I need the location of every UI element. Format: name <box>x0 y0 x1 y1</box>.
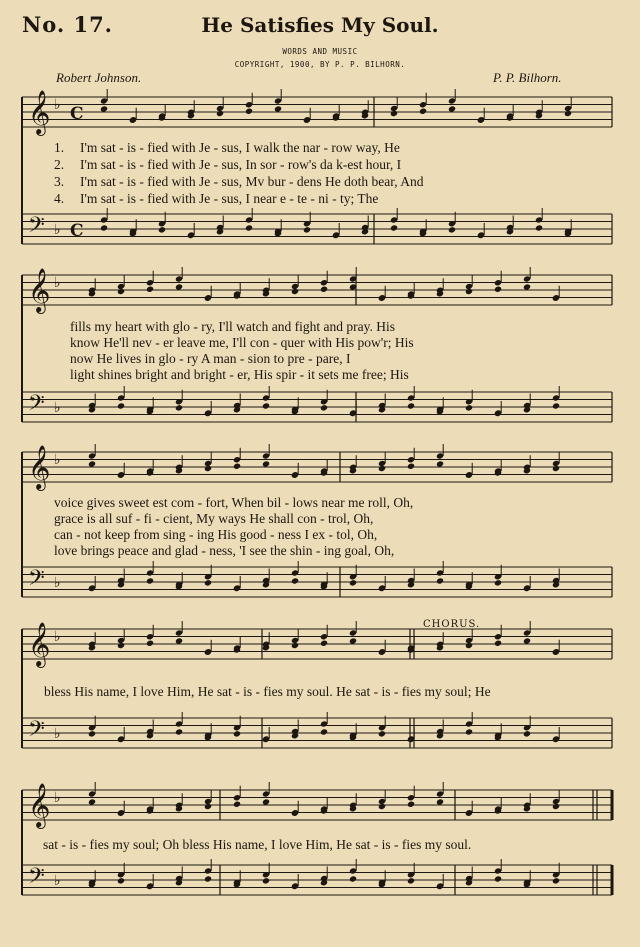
lyric-line: now He lives in glo - ry A man - sion to pre - pare, I <box>70 351 351 366</box>
lyrics-system-5 <box>0 836 640 870</box>
time-signature: C <box>70 104 84 124</box>
note-head <box>552 877 560 884</box>
lyric-line: bless His name, I love Him, He sat - is - fies my soul. He sat - is - fies my soul; He <box>44 684 491 699</box>
note-head <box>349 875 357 882</box>
note-head <box>204 465 212 472</box>
note-head <box>378 730 386 737</box>
note-head <box>494 579 502 586</box>
note-head <box>378 803 386 810</box>
key-flat: ♭ <box>54 452 61 468</box>
lyric-line: I'm sat - is - fied with Je - sus, In sor - row's da k-est hour, I <box>80 157 402 172</box>
note-head <box>175 404 183 411</box>
lyric-line: know He'll nev - er leave me, I'll con - quer with His pow'r; His <box>70 335 414 350</box>
key-flat: ♭ <box>54 873 61 889</box>
verse-number: 1. <box>54 140 65 155</box>
note-head <box>494 640 502 647</box>
note-head <box>407 877 415 884</box>
note-head <box>233 730 241 737</box>
lyric-line: love brings peace and glad - ness, 'I see the shin - ing goal, Oh, <box>54 543 395 558</box>
hymn-title: He Satisfies My Soul. <box>201 13 439 37</box>
note-head <box>146 640 154 647</box>
time-signature: C <box>70 221 84 241</box>
note-head <box>465 728 473 735</box>
note-head <box>233 801 241 808</box>
note-head <box>204 875 212 882</box>
note-head <box>320 640 328 647</box>
note-head <box>523 730 531 737</box>
note-head <box>175 728 183 735</box>
bass-clef: 𝄢 <box>28 566 45 596</box>
lyric-line: fills my heart with glo - ry, I'll watch and fight and pray. His <box>70 319 395 334</box>
bass-clef: 𝄢 <box>28 717 45 747</box>
note-head <box>465 404 473 411</box>
treble-clef: 𝄞 <box>28 90 51 134</box>
chorus-label: CHORUS. <box>423 619 481 630</box>
note-head <box>204 803 212 810</box>
credit-words-music: WORDS AND MUSIC <box>282 47 358 56</box>
note-head <box>564 110 572 117</box>
credit-copyright: COPYRIGHT, 1900, BY P. P. BILHORN. <box>234 60 406 69</box>
note-head <box>465 642 473 649</box>
note-head <box>262 877 270 884</box>
verse-number: 2. <box>54 157 65 172</box>
note-head <box>204 579 212 586</box>
key-flat: ♭ <box>54 790 61 806</box>
note-head <box>552 465 560 472</box>
note-head <box>407 402 415 409</box>
lyric-line: I'm sat - is - fied with Je - sus, I walk the nar - row way, He <box>80 140 400 155</box>
lyrics-system-3 <box>0 494 640 579</box>
note-head <box>233 463 241 470</box>
note-head <box>378 465 386 472</box>
note-head <box>390 110 398 117</box>
note-head <box>117 642 125 649</box>
note-head <box>552 402 560 409</box>
lyrics-system-4 <box>0 683 640 717</box>
note-head <box>88 730 96 737</box>
note-head <box>552 803 560 810</box>
lyrics-system-2 <box>0 318 640 403</box>
bass-clef: 𝄢 <box>28 213 45 243</box>
note-head <box>407 801 415 808</box>
note-head <box>262 402 270 409</box>
lyric-line: can - not keep from sing - ing His good - ness I ex - tol, Oh, <box>54 527 378 542</box>
key-flat: ♭ <box>54 629 61 645</box>
note-head <box>245 108 253 115</box>
note-head <box>419 108 427 115</box>
key-flat: ♭ <box>54 275 61 291</box>
key-flat: ♭ <box>54 726 61 742</box>
lyric-line: voice gives sweet est com - fort, When bil - lows near me roll, Oh, <box>54 495 414 510</box>
lyric-line: grace is all suf - fi - cient, My ways He shall con - trol, Oh, <box>54 511 374 526</box>
hymn-number: No. 17. <box>22 12 113 37</box>
note-head <box>117 402 125 409</box>
lyric-line: I'm sat - is - fied with Je - sus, Mv bur - dens He doth bear, And <box>80 174 424 189</box>
key-flat: ♭ <box>54 222 61 238</box>
note-head <box>117 877 125 884</box>
verse-number: 3. <box>54 174 65 189</box>
note-head <box>320 404 328 411</box>
bass-clef: 𝄢 <box>28 391 45 421</box>
lyrics-system-1 <box>0 139 640 292</box>
lyric-line: I'm sat - is - fied with Je - sus, I near e - te - ni - ty; The <box>80 191 379 206</box>
note-head <box>291 642 299 649</box>
note-head <box>216 110 224 117</box>
note-head <box>320 728 328 735</box>
treble-clef: 𝄞 <box>28 783 51 827</box>
key-flat: ♭ <box>54 575 61 591</box>
composer: P. P. Bilhorn. <box>493 70 562 85</box>
note-head <box>494 875 502 882</box>
lyric-line: sat - is - fies my soul; Oh bless His name, I love Him, He sat - is - fies my soul. <box>43 837 472 852</box>
lyric-line: light shines bright and bright - er, His spir - it sets me free; His <box>70 367 409 382</box>
bass-clef: 𝄢 <box>28 864 45 894</box>
lyricist: Robert Johnson. <box>56 70 142 85</box>
verse-number: 4. <box>54 191 65 206</box>
note-head <box>349 579 357 586</box>
treble-clef: 𝄞 <box>28 268 51 312</box>
key-flat: ♭ <box>54 97 61 113</box>
key-flat: ♭ <box>54 400 61 416</box>
treble-clef: 𝄞 <box>28 622 51 666</box>
treble-clef: 𝄞 <box>28 445 51 489</box>
note-head <box>407 463 415 470</box>
